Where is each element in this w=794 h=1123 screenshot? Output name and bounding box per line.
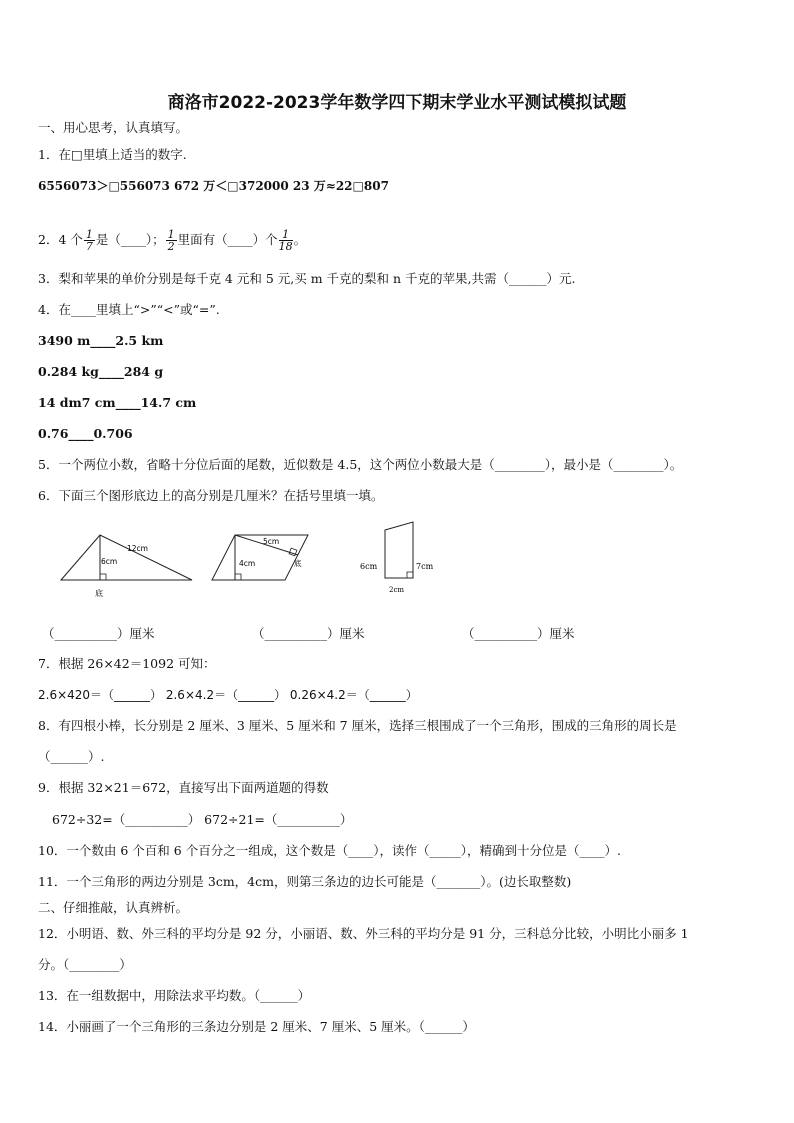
trapezoid-bottom-label: 2cm	[389, 586, 405, 594]
question-7: 7．根据 26×42＝1092 可知：	[38, 656, 216, 671]
fraction-1-7: $\frac{1}{7}$	[85, 228, 93, 253]
triangle-shape	[61, 535, 192, 580]
question-3: 3．梨和苹果的单价分别是每千克 4 元和 5 元,买 m 千克的梨和 n 千克的苹果,共需（______）元.	[38, 271, 576, 286]
parallelogram-height-label: 4cm	[239, 559, 256, 568]
q2-mid2: 里面有（____）个	[177, 232, 278, 247]
question-9-line: 672÷32=（__________） 672÷21=（__________）	[52, 812, 353, 827]
fraction-1-18: $\frac{1}{18}$	[278, 228, 293, 253]
trapezoid-figure	[355, 518, 445, 598]
question-9: 9．根据 32×21＝672，直接写出下面两道题的得数	[38, 780, 329, 795]
section-1-heading: 一、用心思考，认真填写。	[38, 120, 189, 135]
triangle-base-label: 底	[95, 589, 103, 598]
question-2	[38, 229, 306, 252]
question-4: 4．在____里填上“>”“<”或“=”.	[38, 302, 220, 317]
question-12: 12．小明语、数、外三科的平均分是 92 分，小丽语、数、外三科的平均分是 91 分，三科总分比较，小明比小丽多 1	[38, 926, 689, 941]
question-5: 5．一个两位小数，省略十分位后面的尾数，近似数是 4.5，这个两位小数最大是（________），最小是（________）。	[38, 457, 683, 472]
question-7-line: 2.6×420＝（______） 2.6×4.2＝（______） 0.26×4.2＝（______）	[38, 688, 418, 702]
q6-answer-3: （__________）厘米	[462, 626, 575, 641]
q2-prefix: 2．4 个	[38, 232, 83, 247]
triangle-side-label: 12cm	[127, 544, 148, 553]
question-13: 13．在一组数据中，用除法求平均数。（______）	[38, 988, 311, 1003]
question-8-line2: （______）.	[38, 749, 105, 764]
question-12-line2: 分。（________）	[38, 957, 132, 972]
right-angle-mark	[100, 574, 106, 580]
page-title: 商洛市2022-2023学年数学四下期末学业水平测试模拟试题	[167, 93, 627, 113]
trapezoid-left-label: 6cm	[360, 562, 378, 571]
trapezoid-shape	[385, 522, 413, 578]
section-2-heading: 二、仔细推敲，认真辨析。	[38, 900, 189, 915]
q4-item: 0.284 kg____284 g	[38, 364, 164, 379]
triangle-figure	[55, 532, 200, 602]
parallelogram-side-label: 5cm	[263, 537, 280, 546]
right-angle-mark	[235, 574, 241, 580]
fraction-1-2: $\frac{1}{2}$	[167, 228, 175, 253]
right-angle-mark	[407, 572, 413, 578]
question-14: 14．小丽画了一个三角形的三条边分别是 2 厘米、7 厘米、5 厘米。（______）	[38, 1019, 475, 1034]
q2-suffix: 。	[293, 232, 307, 247]
q4-item: 0.76____0.706	[38, 426, 133, 441]
q4-item: 14 dm7 cm____14.7 cm	[38, 395, 197, 410]
question-8: 8．有四根小棒，长分别是 2 厘米、3 厘米、5 厘米和 7 厘米，选择三根围成了一个三角形，围成的三角形的周长是	[38, 718, 677, 733]
question-1: 1．在□里填上适当的数字.	[38, 147, 187, 162]
parallelogram-base-label: 底	[294, 559, 302, 568]
trapezoid-right-label: 7cm	[416, 562, 434, 571]
triangle-height-label: 6cm	[101, 557, 118, 566]
parallelogram-figure	[205, 532, 315, 592]
parallelogram-shape	[212, 535, 308, 580]
question-11: 11．一个三角形的两边分别是 3cm，4cm，则第三条边的边长可能是（_______）。(边长取整数)	[38, 874, 572, 889]
q6-answer-1: （__________）厘米	[42, 626, 155, 641]
question-10: 10．一个数由 6 个百和 6 个百分之一组成，这个数是（____），读作（_____），精确到十分位是（____）.	[38, 843, 621, 858]
question-1-line: 6556073＞□556073 672 万＜□372000 23 万≈22□807	[38, 179, 389, 193]
q4-item: 3490 m____2.5 km	[38, 333, 164, 348]
q2-mid1: 是（____）；	[95, 232, 165, 247]
question-6: 6．下面三个图形底边上的高分别是几厘米？在括号里填一填。	[38, 488, 384, 503]
q6-answer-2: （__________）厘米	[252, 626, 365, 641]
